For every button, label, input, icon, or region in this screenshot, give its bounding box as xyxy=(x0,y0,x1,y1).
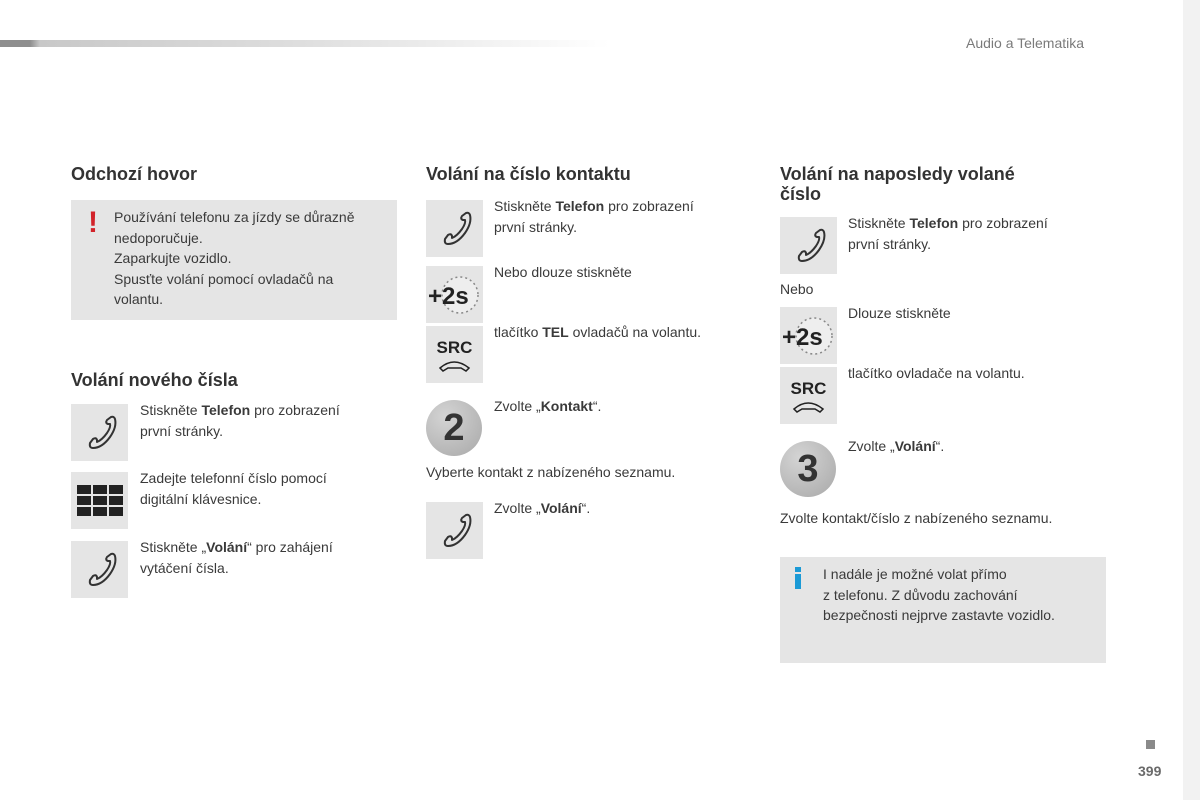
new-number-step-2: Zadejte telefonní číslo pomocí digitální klávesnice. xyxy=(140,470,327,507)
src-label: SRC xyxy=(790,379,827,398)
info-icon xyxy=(795,567,801,589)
contact-select-text: Vyberte kontakt z nabízeného seznamu. xyxy=(426,464,676,480)
warning-box xyxy=(71,200,397,320)
info-line: I nadále je možné volat přímo xyxy=(823,566,1007,582)
page-marker xyxy=(1146,740,1155,749)
call-button-icon xyxy=(426,502,483,559)
call-button-icon xyxy=(71,541,128,598)
info-text xyxy=(823,564,1098,626)
src-button-icon-box xyxy=(426,326,483,383)
or-text: Nebo xyxy=(780,281,814,297)
contact-step-3: tlačítko TEL ovladačů na volantu. xyxy=(494,324,702,340)
info-line: bezpečnosti nejprve zastavte vozidlo. xyxy=(823,607,1055,623)
warning-line: volantu. xyxy=(114,291,164,307)
hold-label: +2s xyxy=(428,283,469,310)
contact-step-5: Zvolte „Volání“. xyxy=(494,500,591,516)
hold-label: +2s xyxy=(782,324,823,351)
last-number-step-3: tlačítko ovladače na volantu. xyxy=(848,365,1025,381)
step-number-3: 3 xyxy=(780,441,836,497)
src-button-icon-box xyxy=(780,367,837,424)
phone-button-icon xyxy=(780,217,837,274)
heading-last-number: Volání na naposledy volané číslo xyxy=(780,164,1015,204)
contact-step-1: Stiskněte Telefon pro zobrazení první stránky. xyxy=(494,198,694,235)
warning-line: Zaparkujte vozidlo. xyxy=(114,250,232,266)
keypad-icon-box xyxy=(71,472,128,529)
info-box xyxy=(780,557,1106,663)
new-number-step-1: Stiskněte Telefon pro zobrazení první stránky. xyxy=(140,402,340,439)
header-rule xyxy=(0,40,610,47)
last-number-step-2: Dlouze stiskněte xyxy=(848,305,951,321)
contact-step-2: Nebo dlouze stiskněte xyxy=(494,264,632,280)
warning-line: nedoporučuje. xyxy=(114,229,203,246)
page-edge-strip xyxy=(1183,0,1200,800)
src-label: SRC xyxy=(436,338,473,357)
long-press-2s-icon xyxy=(426,266,483,323)
phone-handset-icon xyxy=(435,511,475,551)
phone-handset-icon xyxy=(80,550,120,590)
long-press-2s-icon xyxy=(780,307,837,364)
info-line: z telefonu. Z důvodu zachování xyxy=(823,586,1018,603)
src-tel-button-icon xyxy=(780,367,837,424)
page-number: 399 xyxy=(1138,763,1162,779)
last-number-step-1: Stiskněte Telefon pro zobrazení první stránky. xyxy=(848,215,1048,252)
phone-handset-icon xyxy=(789,226,829,266)
phone-button-icon xyxy=(71,404,128,461)
contact-step-4: Zvolte „Kontakt“. xyxy=(494,398,602,414)
src-tel-button-icon xyxy=(426,326,483,383)
warning-line: Používání telefonu za jízdy se důrazně xyxy=(114,209,355,225)
heading-outgoing-call: Odchozí hovor xyxy=(71,164,197,184)
long-press-icon-box xyxy=(780,307,837,364)
warning-line: Spusťte volání pomocí ovladačů na xyxy=(114,270,334,287)
warning-icon: ! xyxy=(88,206,98,239)
last-number-step-4: Zvolte „Volání“. xyxy=(848,438,945,454)
last-number-select-text: Zvolte kontakt/číslo z nabízeného seznamu. xyxy=(780,510,1053,526)
long-press-icon-box xyxy=(426,266,483,323)
phone-handset-icon xyxy=(435,209,475,249)
section-title: Audio a Telematika xyxy=(966,35,1085,51)
heading-new-number: Volání nového čísla xyxy=(71,370,238,390)
phone-button-icon xyxy=(426,200,483,257)
step-number-2: 2 xyxy=(426,400,482,456)
phone-handset-icon xyxy=(80,413,120,453)
keypad-icon xyxy=(75,483,125,519)
new-number-step-3: Stiskněte „Volání“ pro zahájení vytáčení čísla. xyxy=(140,539,333,576)
warning-text xyxy=(114,207,389,310)
heading-call-contact: Volání na číslo kontaktu xyxy=(426,164,631,184)
